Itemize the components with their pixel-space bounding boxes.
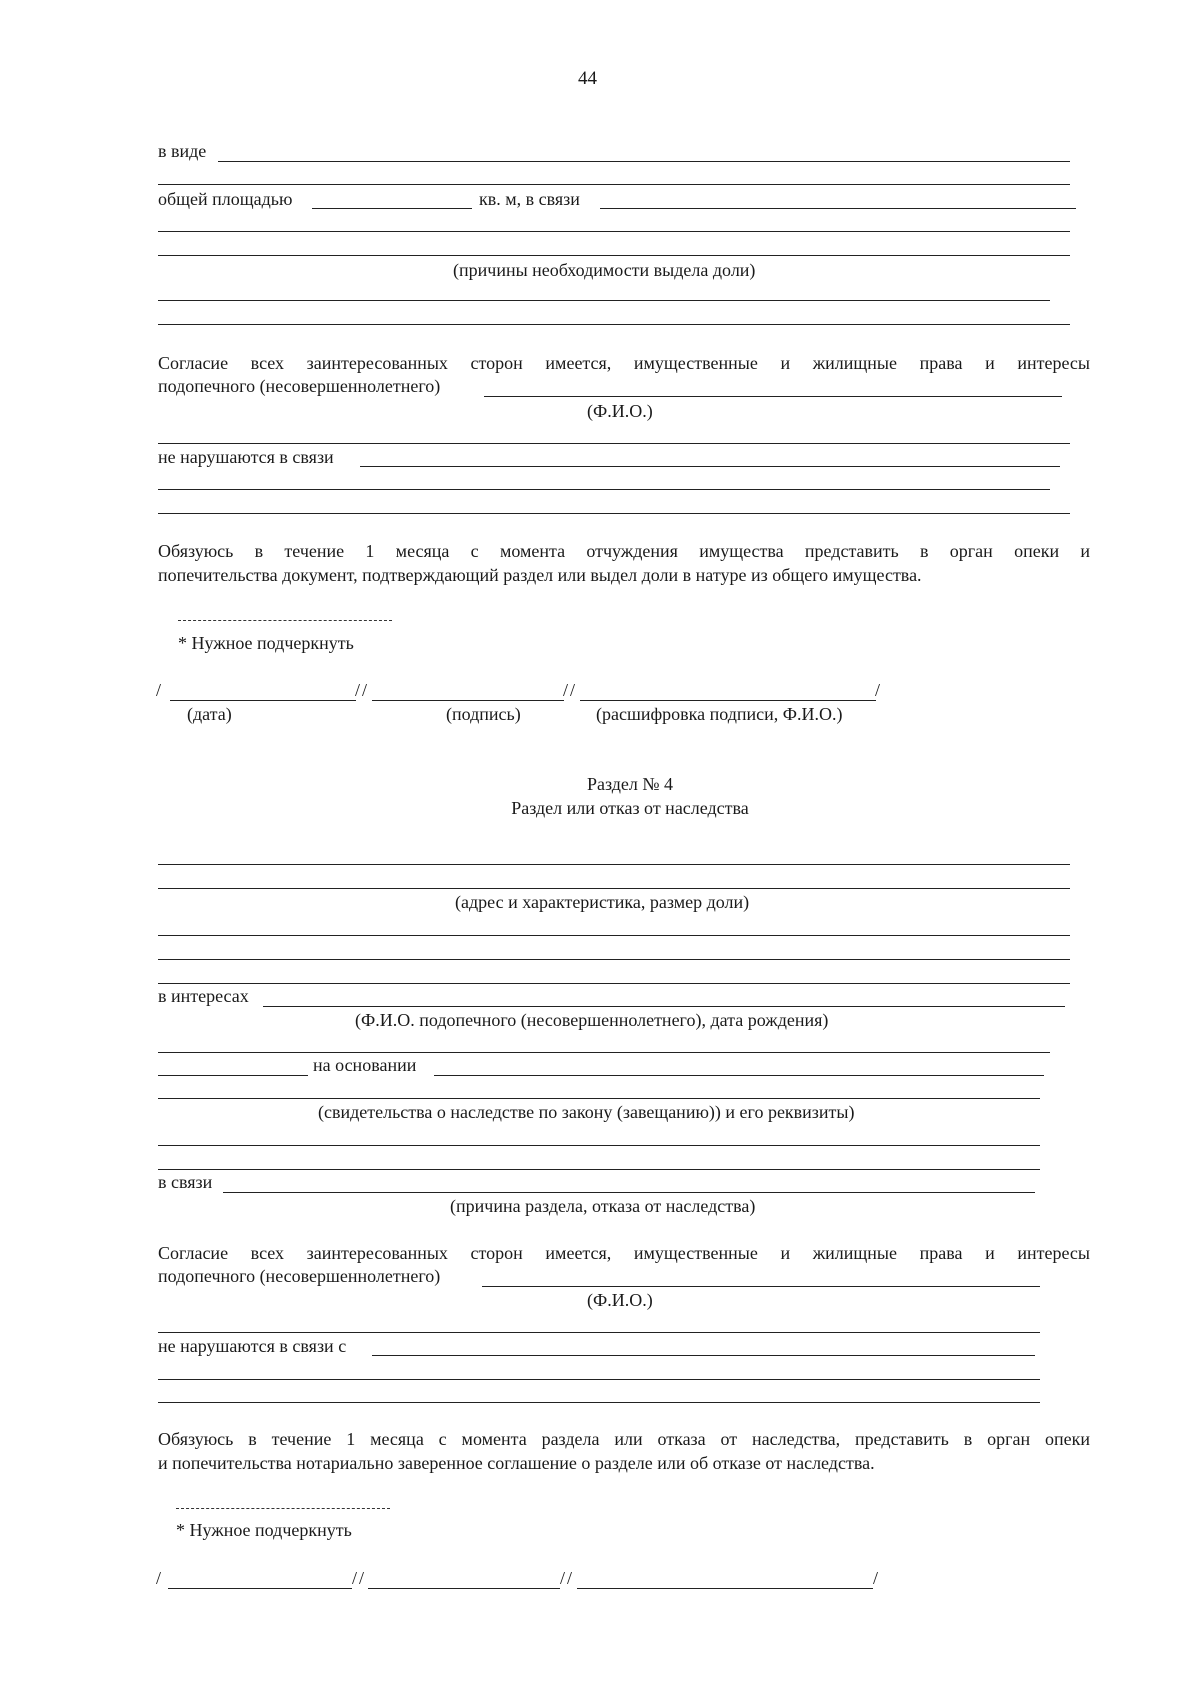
not-violated-field-line[interactable]: [360, 466, 1060, 467]
obligation-text-line2: попечительства документ, подтверждающий раздел или выдел доли в натуре из общего имущества.: [158, 565, 922, 585]
address-caption: (адрес и характеристика, размер доли): [455, 892, 750, 912]
blank-line[interactable]: [158, 1332, 1040, 1333]
sig-signature-caption: (подпись): [446, 704, 521, 724]
reason-field-line[interactable]: [600, 208, 1076, 209]
sig-decode-caption: (расшифровка подписи, Ф.И.О.): [596, 704, 843, 724]
blank-line[interactable]: [158, 983, 1070, 984]
interests-label: в интересах: [158, 986, 249, 1006]
footnote4: * Нужное подчеркнуть: [176, 1520, 352, 1540]
slash: /: [359, 1568, 365, 1588]
consent-text-line1: Согласие всех заинтересованных сторон имеется, имущественные и жилищные права и интересы: [158, 353, 1090, 373]
blank-line[interactable]: [158, 1402, 1040, 1403]
footnote4-separator: [176, 1508, 390, 1509]
section4-title: Раздел № 4: [586, 774, 674, 794]
blank-line[interactable]: [158, 1169, 1040, 1170]
fio-caption: (Ф.И.О.): [587, 401, 653, 421]
decode4-field-line[interactable]: [577, 1588, 873, 1589]
slash: /: [352, 1568, 358, 1588]
blank-line[interactable]: [158, 300, 1050, 301]
slash: /: [355, 680, 361, 700]
signature4-field-line[interactable]: [368, 1588, 560, 1589]
decode-field-line[interactable]: [580, 700, 876, 701]
not-violated4-field-line[interactable]: [372, 1355, 1035, 1356]
blank-line[interactable]: [158, 888, 1070, 889]
area-unit-label: кв. м, в связи: [479, 189, 580, 209]
footnote-separator: [178, 620, 392, 621]
blank-line[interactable]: [158, 935, 1070, 936]
consent-text-line2: подопечного (несовершеннолетнего): [158, 376, 441, 396]
certificate-caption: (свидетельства о наследстве по закону (завещанию)) и его реквизиты): [318, 1102, 855, 1122]
date4-field-line[interactable]: [168, 1588, 352, 1589]
blank-line[interactable]: [158, 1075, 308, 1076]
page-number: 44: [578, 68, 597, 89]
slash: /: [563, 680, 569, 700]
ward-caption: (Ф.И.О. подопечного (несовершеннолетнего), дата рождения): [355, 1010, 829, 1030]
blank-line[interactable]: [158, 1098, 1040, 1099]
obligation4-text-line1: Обязуюсь в течение 1 месяца с момента раздела или отказа от наследства, представить в орган опеки: [158, 1429, 1090, 1449]
interests-field-line[interactable]: [263, 1006, 1065, 1007]
fio4-caption: (Ф.И.О.): [587, 1290, 653, 1310]
fio-field-line[interactable]: [484, 396, 1062, 397]
v-vide-label: в виде: [158, 141, 207, 161]
obligation-text-line1: Обязуюсь в течение 1 месяца с момента отчуждения имущества представить в орган опеки и: [158, 541, 1090, 561]
obligation4-text-line2: и попечительства нотариально заверенное соглашение о разделе или об отказе от наследства.: [158, 1453, 875, 1473]
footnote: * Нужное подчеркнуть: [178, 633, 354, 653]
section4-subtitle: Раздел или отказ от наследства: [511, 798, 749, 818]
blank-line[interactable]: [158, 1052, 1050, 1053]
basis-field-line[interactable]: [434, 1075, 1044, 1076]
slash: /: [560, 1568, 566, 1588]
blank-line[interactable]: [158, 959, 1070, 960]
blank-line[interactable]: [158, 513, 1070, 514]
not-violated-label: не нарушаются в связи: [158, 447, 334, 467]
basis-label: на основании: [313, 1055, 417, 1075]
v-svyazi-field-line[interactable]: [223, 1192, 1035, 1193]
consent4-text-line1: Согласие всех заинтересованных сторон имеется, имущественные и жилищные права и интересы: [158, 1243, 1090, 1263]
not-violated4-label: не нарушаются в связи с: [158, 1336, 347, 1356]
area-label: общей площадью: [158, 189, 293, 209]
blank-line[interactable]: [158, 231, 1070, 232]
slash: /: [873, 1568, 879, 1588]
blank-line[interactable]: [158, 864, 1070, 865]
blank-line[interactable]: [158, 1145, 1040, 1146]
slash: /: [156, 1568, 162, 1588]
blank-line[interactable]: [158, 489, 1050, 490]
consent4-text-line2: подопечного (несовершеннолетнего): [158, 1266, 441, 1286]
blank-line[interactable]: [158, 1379, 1040, 1380]
v-vide-line[interactable]: [218, 161, 1070, 162]
fio4-field-line[interactable]: [482, 1286, 1040, 1287]
slash: /: [156, 680, 162, 700]
slash: /: [567, 1568, 573, 1588]
reason-caption: (причины необходимости выдела доли): [453, 260, 756, 280]
slash: /: [570, 680, 576, 700]
reason4-caption: (причина раздела, отказа от наследства): [450, 1196, 756, 1216]
slash: /: [362, 680, 368, 700]
blank-line[interactable]: [158, 184, 1070, 185]
date-field-line[interactable]: [170, 700, 356, 701]
slash: /: [875, 680, 881, 700]
blank-line[interactable]: [158, 443, 1070, 444]
area-field-line[interactable]: [312, 208, 472, 209]
blank-line[interactable]: [158, 255, 1070, 256]
blank-line[interactable]: [158, 324, 1070, 325]
signature-field-line[interactable]: [372, 700, 564, 701]
v-svyazi-label: в связи: [158, 1172, 213, 1192]
sig-date-caption: (дата): [187, 704, 232, 724]
